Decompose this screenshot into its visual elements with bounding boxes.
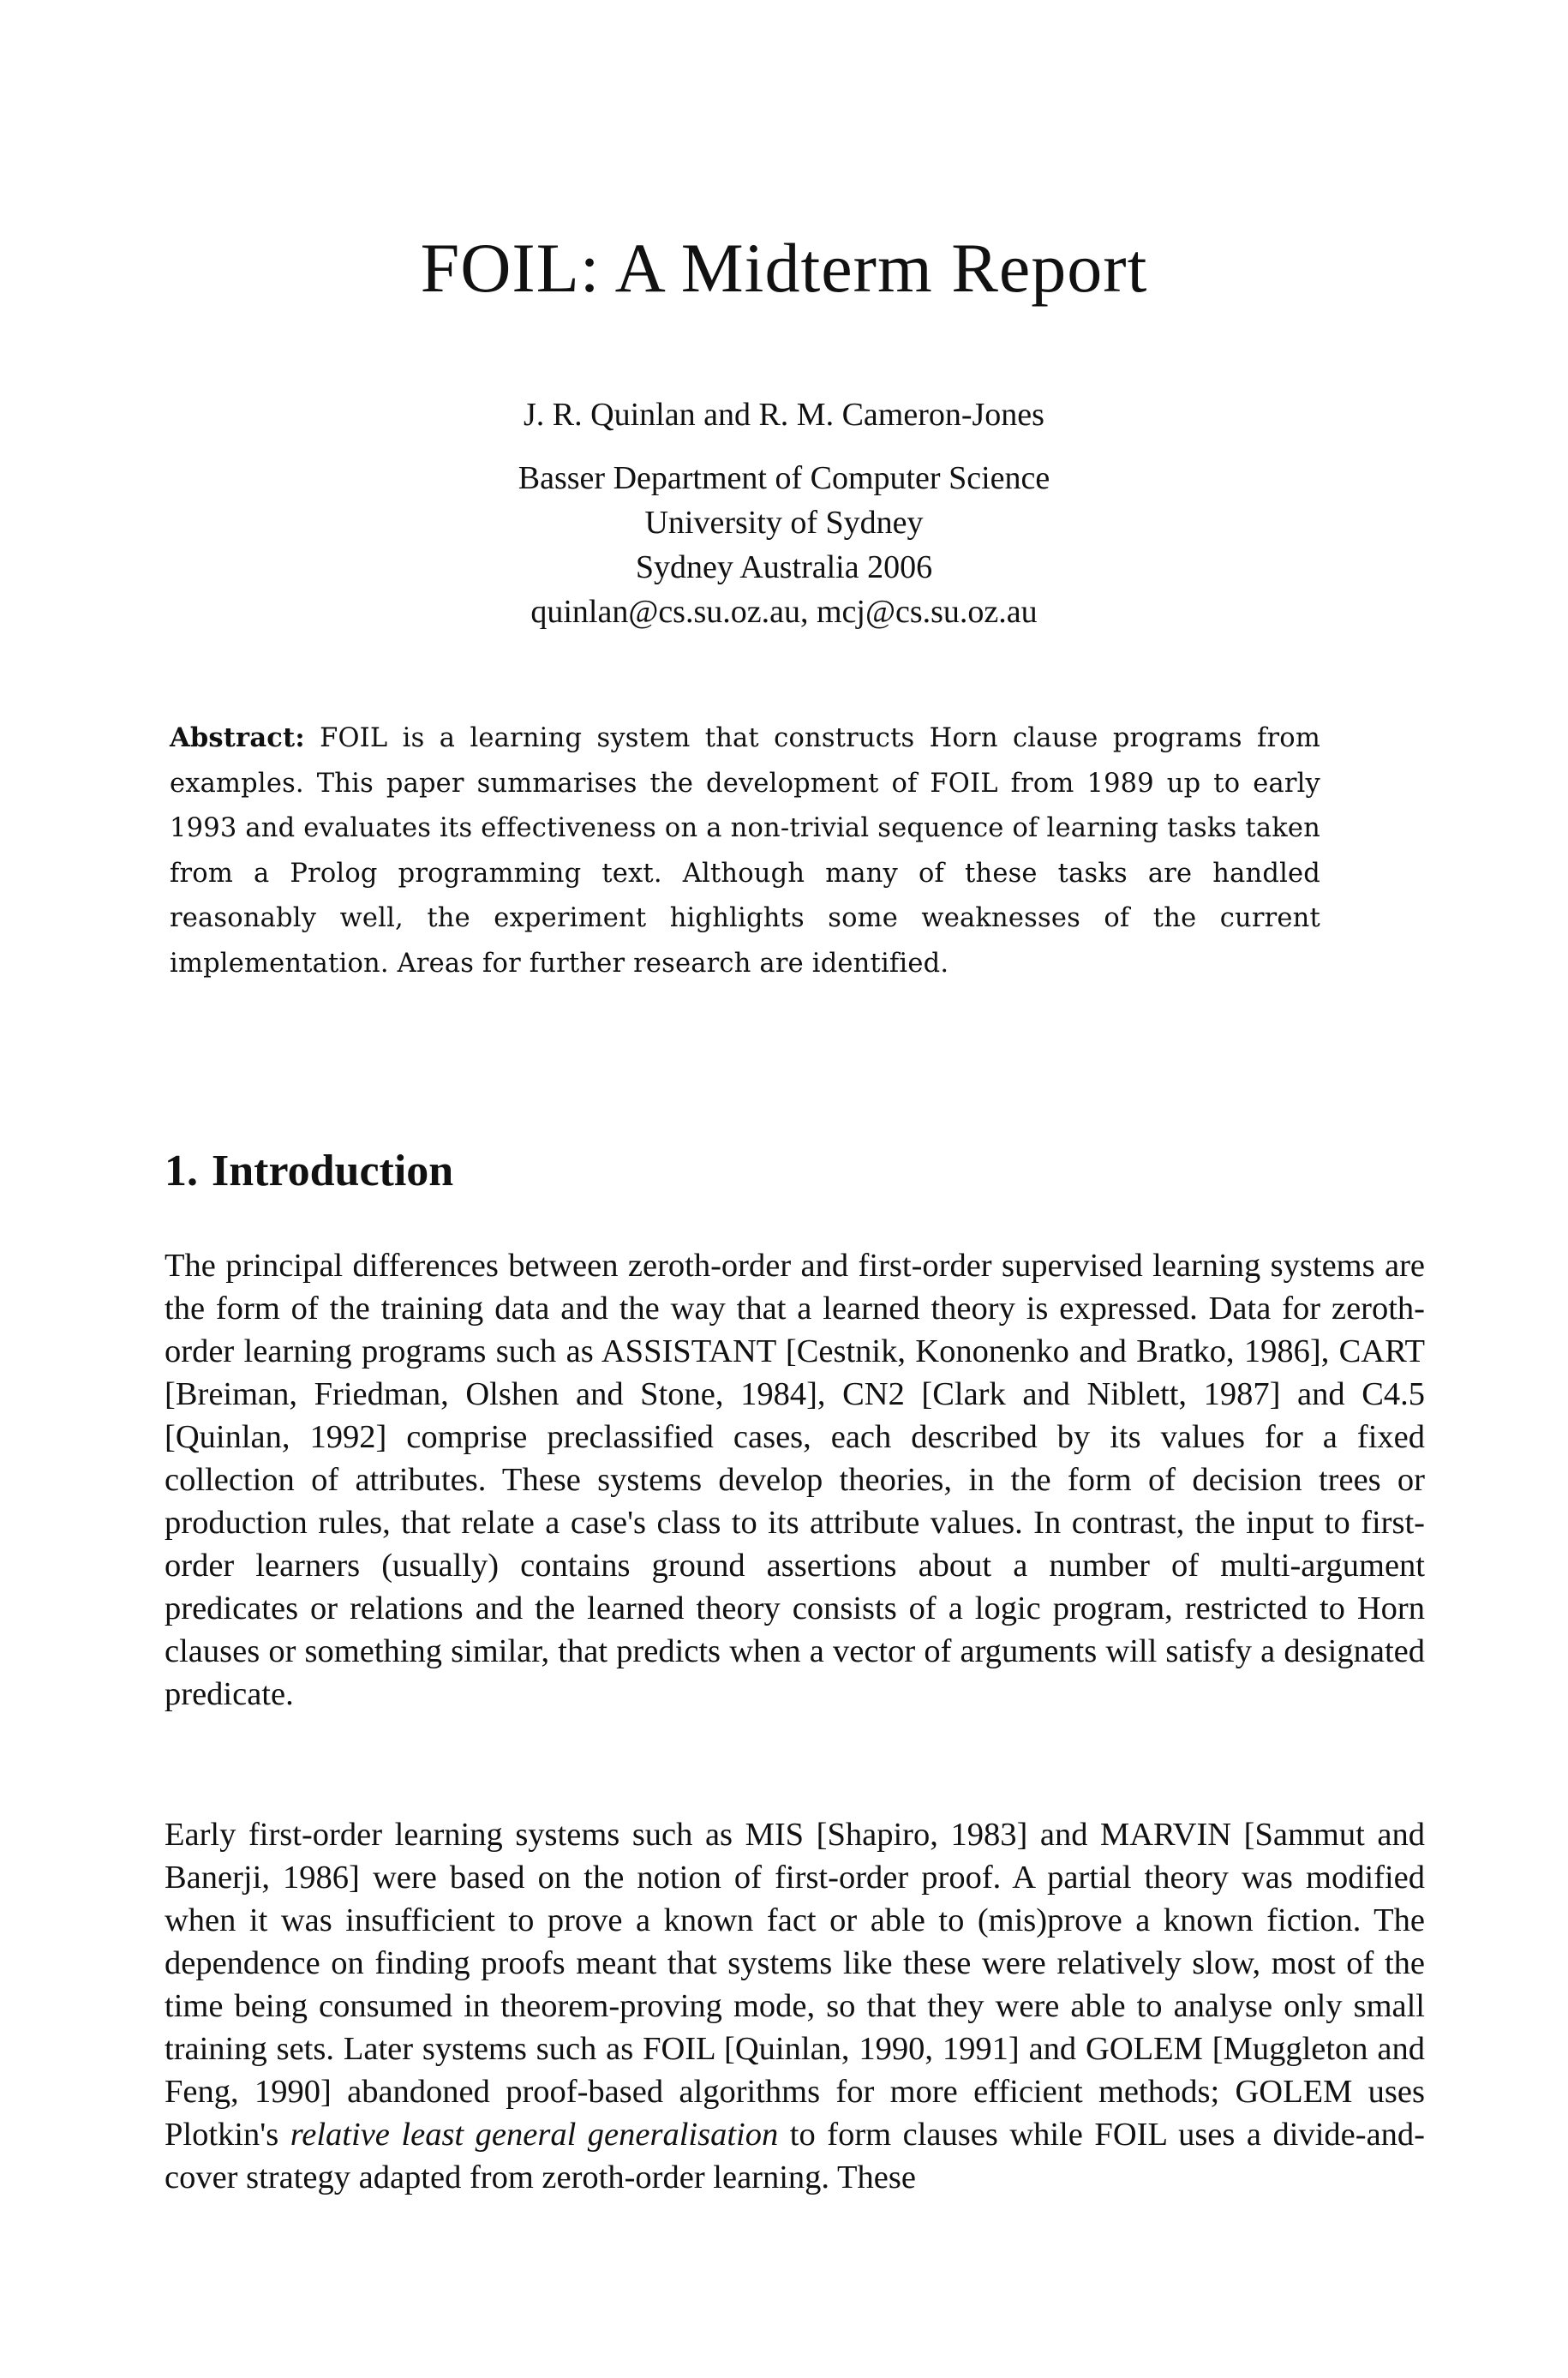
abstract-text: FOIL is a learning system that constructs Horn clause programs from examples. This paper summarises the development of FOIL from 1989 up to early 1993 and evaluates its effectiveness on a non-trivial sequence of learning tasks taken from a Prolog programming text. Although many of these tasks are handled reasonably well, the experiment highlights some weaknesses of the current implementation. Areas for further research are identified. [170,723,1320,979]
author-list: J. R. Quinlan and R. M. Cameron-Jones [524,397,1044,433]
department: Basser Department of Computer Science [518,460,1050,496]
paragraph-2-end: to form clauses while FOIL uses a divide-and-cover strategy adapted from zeroth-order learning. These [165,2117,1425,2195]
abstract [170,716,1320,986]
paragraph-1: The principal differences between zeroth-order and first-order supervised learning systems are the form of the training data and the way that a learned theory is expressed. Data for zeroth-order learning programs such as ASSISTANT [Cestnik, Kononenko and Bratko, 1986], CART [Breiman, Friedman, Olshen and Stone, 1984], CN2 [Clark and Niblett, 1987] and C4.5 [Quinlan, 1992] comprise preclassified cases, each described by its values for a fixed collection of attributes. These systems develop theories, in the form of decision trees or production rules, that relate a case's class to its attribute values. In contrast, the input to first-order learners (usually) contains ground assertions about a number of multi-argument predicates or relations and the learned theory consists of a logic program, restricted to Horn clauses or something similar, that predicts when a vector of arguments will satisfy a designated predicate. [165,1248,1425,1712]
abstract-label: Abstract: [170,722,305,753]
emails: quinlan@cs.su.oz.au, mcj@cs.su.oz.au [530,594,1038,630]
section-number: 1. [165,1147,198,1195]
section-heading [165,1147,453,1195]
affiliation-block [0,456,1568,634]
italic-term: relative least general generalisation [290,2117,779,2153]
location: Sydney Australia 2006 [635,549,933,585]
paragraph-2 [165,1813,1425,2199]
paper-title: FOIL: A Midterm Report [420,229,1148,307]
section-title: Introduction [212,1147,454,1195]
university: University of Sydney [644,505,924,541]
paragraph-2-start: Early first-order learning systems such as MIS [Shapiro, 1983] and MARVIN [Sammut and Banerji, 1986] were based on the notion of first-order proof. A partial theory was modified when it was insufficient to prove a known fact or able to (mis)prove a known fiction. The dependence on finding proofs meant that systems like these were relatively slow, most of the time being consumed in theorem-proving mode, so that they were able to analyse only small training sets. Later systems such as FOIL [Quinlan, 1990, 1991] and GOLEM [Muggleton and Feng, 1990] abandoned proof-based algorithms for more efficient methods; GOLEM uses Plotkin's [165,1817,1425,2153]
